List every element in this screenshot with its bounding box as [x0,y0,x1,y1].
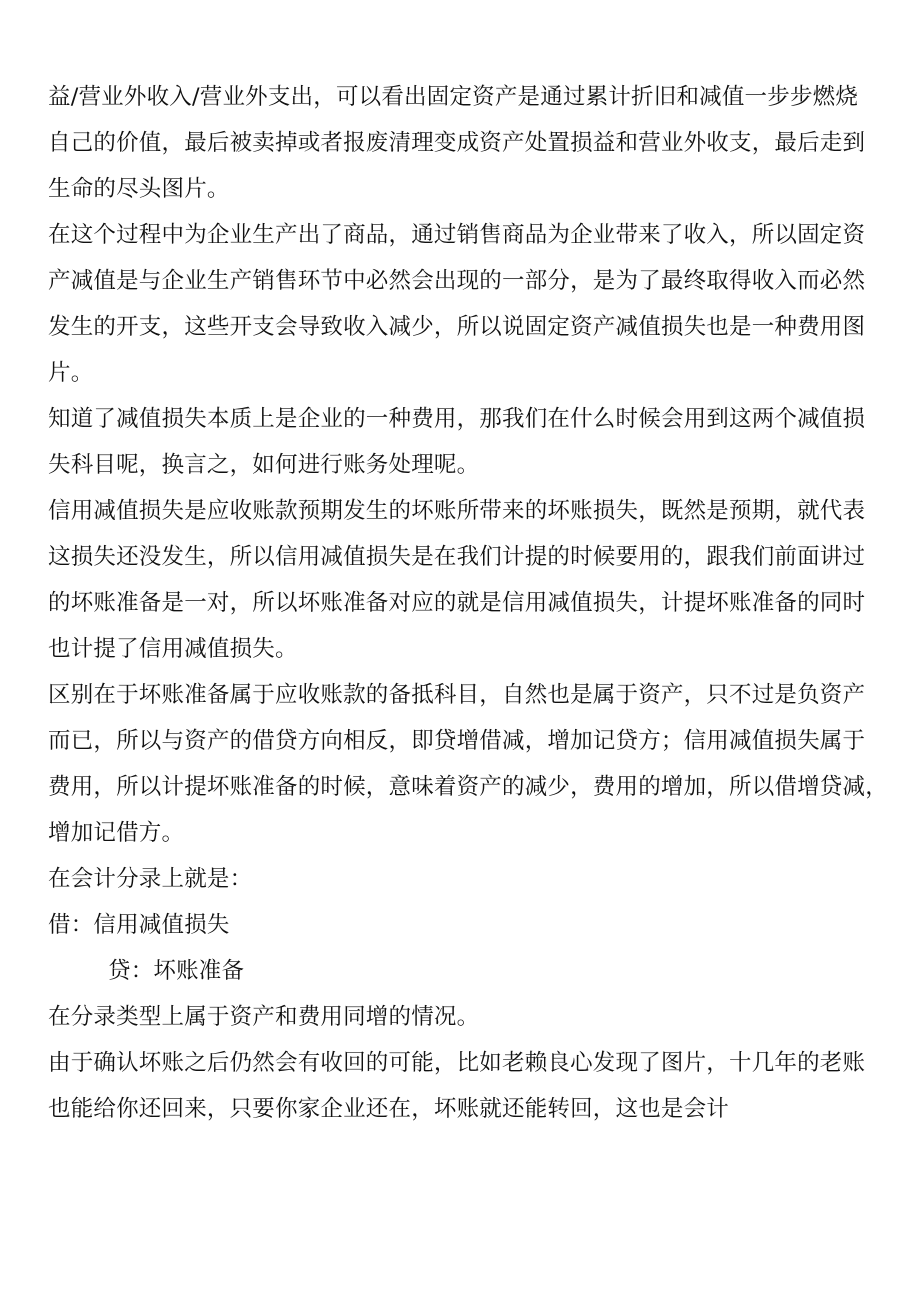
text-line: 在分录类型上属于资产和费用同增的情况。 [48,1004,480,1030]
text-line: 在会计分录上就是： [48,866,253,892]
text-line: 的坏账准备是一对，所以坏账准备对应的就是信用减值损失，计提坏账准备的同时 [48,590,866,616]
paragraph-fixed-asset-lifecycle [48,74,876,212]
text-line: 由于确认坏账之后仍然会有收回的可能，比如老赖良心发现了图片，十几年的老账 [48,1050,866,1076]
text-line: 信用减值损失是应收账款预期发生的坏账所带来的坏账损失，既然是预期，就代表 [48,498,866,524]
text-line: 区别在于坏账准备属于应收账款的备抵科目，自然也是属于资产，只不过是负资产 [48,682,866,708]
paragraph-journal-entry-intro [48,856,876,902]
paragraph-credit-impairment [48,488,876,672]
text-line: 也计提了信用减值损失。 [48,636,298,662]
text-line: 自己的价值，最后被卖掉或者报废清理变成资产处置损益和营业外收支，最后走到 [48,130,866,156]
journal-entry-credit [48,948,876,994]
text-line: 借：信用减值损失 [48,912,230,938]
text-line: 这损失还没发生，所以信用减值损失是在我们计提的时候要用的，跟我们前面讲过 [48,544,866,570]
text-line: 知道了减值损失本质上是企业的一种费用，那我们在什么时候会用到这两个减值损 [48,406,866,432]
paragraph-difference [48,672,888,856]
paragraph-bad-debt-recovery [48,1040,876,1132]
paragraph-when-to-use [48,396,876,488]
journal-entry-debit [48,902,876,948]
text-line: 也能给你还回来，只要你家企业还在，坏账就还能转回，这也是会计 [48,1096,730,1122]
paragraph-impairment-as-expense [48,212,876,396]
text-line: 生命的尽头图片。 [48,176,230,202]
text-line: 产减值是与企业生产销售环节中必然会出现的一部分，是为了最终取得收入而必然 [48,268,866,294]
text-line: 发生的开支，这些开支会导致收入减少，所以说固定资产减值损失也是一种费用图 [48,314,866,340]
text-line: 增加记借方。 [48,820,185,846]
paragraph-entry-type [48,994,876,1040]
text-line: 贷：坏账准备 [108,958,245,984]
document-page [48,74,888,1132]
text-line: 益/营业外收入/营业外支出，可以看出固定资产是通过累计折旧和减值一步步燃烧 [48,84,859,110]
text-line: 费用，所以计提坏账准备的时候，意味着资产的减少，费用的增加，所以借增贷减， [48,774,888,800]
text-line: 在这个过程中为企业生产出了商品，通过销售商品为企业带来了收入，所以固定资 [48,222,866,248]
text-line: 而已，所以与资产的借贷方向相反，即贷增借减，增加记贷方；信用减值损失属于 [48,728,866,754]
text-line: 片。 [48,360,94,386]
text-line: 失科目呢，换言之，如何进行账务处理呢。 [48,452,480,478]
